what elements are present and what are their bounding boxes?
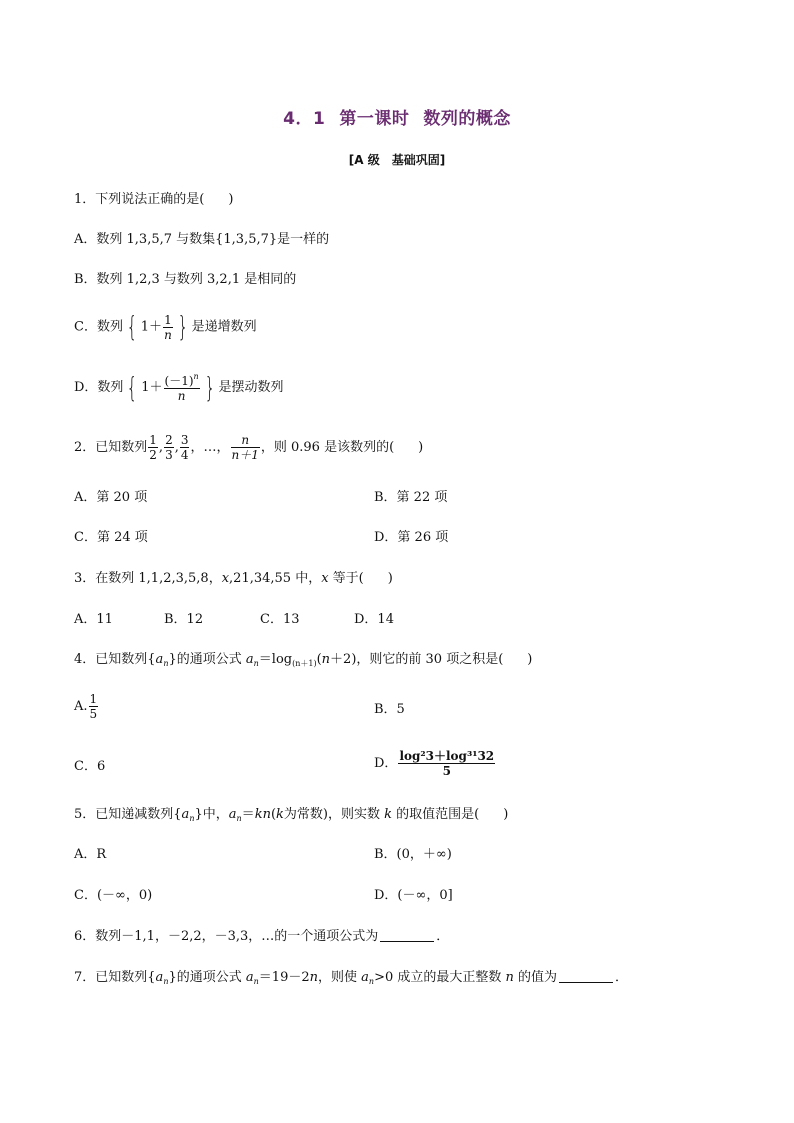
q5-option-b: B．(0，＋∞) <box>374 847 452 862</box>
q2-option-b: B．第 22 项 <box>374 490 448 505</box>
fraction: $\frac{1}{n}$ <box>164 312 172 342</box>
q2-stem: 2．已知数列 $\frac{1}{2}$ , $\frac{2}{3}$ , $\frac{3}{4}$ ，…， $\frac{n}{n+1}$ ，则 0.96 是该数列的( ) <box>74 433 424 462</box>
q4-stem: 4．已知数列$\{a_n\}$的通项公式 $a_n=\log_{(n+1)}(n+2)$，则它的前 30 项之积是( ) <box>74 652 533 668</box>
q6-stem: 6．数列－1,1，－2,2，－3,3，…的一个通项公式为 ． <box>74 929 450 944</box>
q4-option-b: B．5 <box>374 702 405 717</box>
q3-option-c: C．13 <box>260 612 300 627</box>
q2-option-c: C．第 24 项 <box>74 530 148 545</box>
q3-option-d: D．14 <box>354 612 394 627</box>
q4-option-a: A. $\frac{1}{5}$ <box>74 692 98 721</box>
answer-blank <box>559 982 613 983</box>
q5-option-a: A．R <box>74 847 107 862</box>
answer-blank <box>380 941 434 942</box>
q3-option-a: A．11 <box>74 612 113 627</box>
q1-option-b: B．数列 1,2,3 与数列 3,2,1 是相同的 <box>74 272 297 287</box>
q3-stem: 3．在数列 1,1,2,3,5,8，x,21,34,55 中，x 等于( ) <box>74 571 393 586</box>
q2-option-d: D．第 26 项 <box>374 530 449 545</box>
level-heading: [A 级 基础巩固] <box>348 153 446 167</box>
page-title: 4．1 第一课时 数列的概念 <box>283 109 511 129</box>
q4-option-d: D． $\frac{\text{log²3＋log³¹32}}{5}$ <box>374 749 495 778</box>
fraction: $\frac{(-1)^n}{n}$ <box>164 372 199 403</box>
q1-option-d: D．数列 { 1＋ $\frac{(-1)^n}{n}$ } 是摆动数列 <box>74 370 284 404</box>
q1-stem: 1．下列说法正确的是( ) <box>74 192 234 207</box>
q3-option-b: B．12 <box>164 612 204 627</box>
q5-stem: 5．已知递减数列$\{a_n\}$中，$a_n=kn(k$为常数)，则实数 k 的取值范围是( ) <box>74 807 509 823</box>
q7-stem: 7．已知数列$\{a_n\}$的通项公式 $a_n=19-2n$，则使 $a_n>0$ 成立的最大正整数 n 的值为 ． <box>74 970 629 986</box>
q1-option-c: C．数列 { 1＋ $\frac{1}{n}$ } 是递增数列 <box>74 310 257 343</box>
q5-option-d: D．(－∞，0] <box>374 888 453 903</box>
q2-option-a: A．第 20 项 <box>74 490 148 505</box>
q1-option-a: A．数列 1,3,5,7 与数集{1,3,5,7}是一样的 <box>74 232 330 247</box>
q5-option-c: C．(－∞，0) <box>74 888 153 903</box>
q4-option-c: C．6 <box>74 759 106 774</box>
